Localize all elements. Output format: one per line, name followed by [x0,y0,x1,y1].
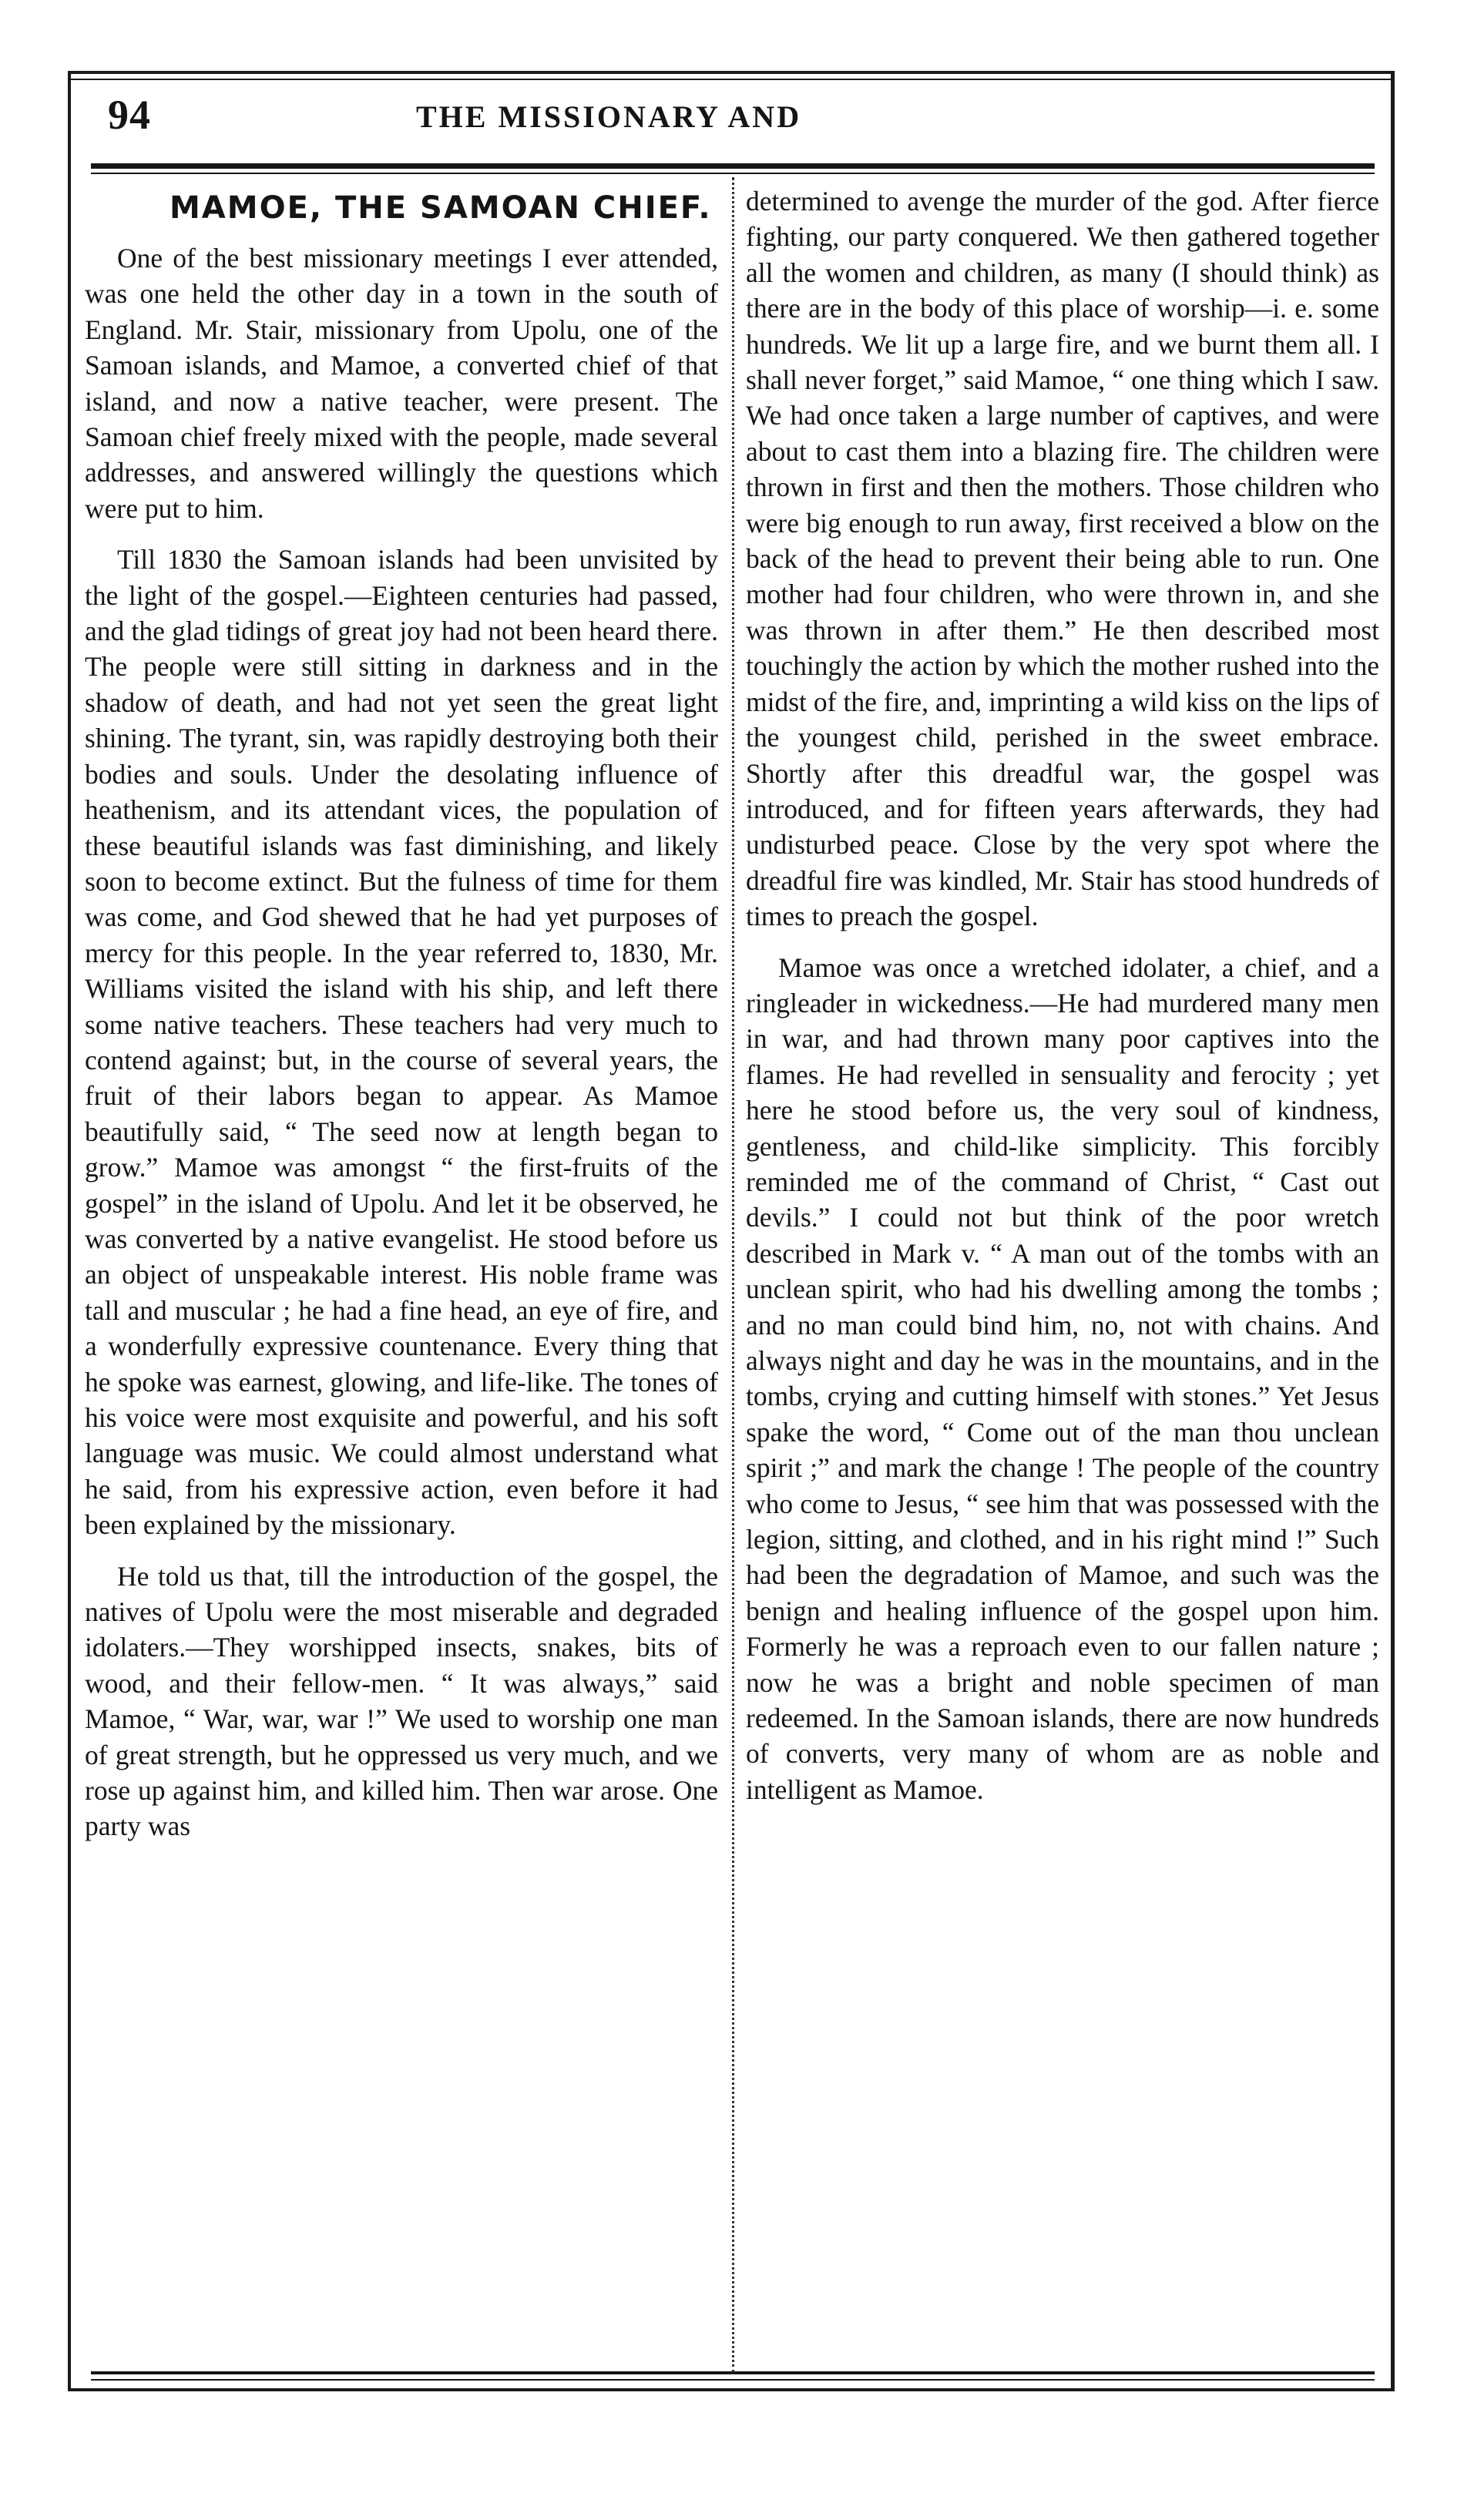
page-border-inner-top [68,79,1395,80]
page-number: 94 [108,92,151,138]
paragraph: Mamoe was once a wretched idolater, a chief, and a ringleader in wickedness.—He had murdered many men in war, and had thrown many poor captives into the flames. He had revelled in sensuality and ferocity ; yet here he stood before us, the very soul of kindness, gentleness, and child-like simplicity. This forcibly reminded me of the command of Christ, “ Cast out devils.” I could not but think of the poor wretch described in Mark v. “ A man out of the tombs with an unclean spirit, who had his dwelling among the tombs ; and no man could bind him, no, not with chains. And always night and day he was in the mountains, and in the tombs, crying and cutting himself with stones.” Yet Jesus spake the word, “ Come out of the man thou unclean spirit ;” and mark the change ! The people of the country who come to Jesus, “ see him that was possessed with the legion, sitting, and clothed, and in his right mind !” Such had been the degradation of Mamoe, and such was the benign and healing influence of the gospel upon him. Formerly he was a reproach even to our fallen nature ; now he was a bright and noble specimen of man redeemed. In the Samoan islands, there are now hundreds of converts, very many of whom are as noble and intelligent as Mamoe. [746,951,1379,1805]
header-rule-thick [91,163,1375,169]
footer-rule-thick [91,2371,1375,2374]
footer-rule-thin [91,2379,1375,2381]
article-title: MAMOE, THE SAMOAN CHIEF. [170,190,712,226]
paragraph: One of the best missionary meetings I ever attended, was one held the other day in a town in the south of England. Mr. Stair, missionary from Upolu, one of the Samoan islands, and Mamoe, a converted chief of that island, and now a native teacher, were present. The Samoan chief freely mixed with the people, made several addresses, and answered willingly the questions which were put to him. [85,243,718,524]
paragraph: Till 1830 the Samoan islands had been unvisited by the light of the gospel.—Eighteen centuries had passed, and the glad tidings of great joy had not been heard there. The people were still sitting in darkness and in the shadow of death, and had not yet seen the great light shining. The tyrant, sin, was rapidly destroying both their bodies and souls. Under the desolating influence of heathenism, and its attendant vices, the population of these beautiful islands was fast diminishing, and likely soon to become extinct. But the fulness of time for them was come, and God shewed that he had yet purposes of mercy for this people. In the year referred to, 1830, Mr. Williams visited the island with his ship, and left there some native teachers. These teachers had very much to contend against; but, in the course of several years, the fruit of their labors began to appear. As Mamoe beautifully said, “ The seed now at length began to grow.” Mamoe was amongst “ the first-fruits of the gospel” in the island of Upolu. And let it be observed, he was converted by a native evangelist. He stood before us an object of unspeakable interest. His noble frame was tall and muscular ; he had a fine head, an eye of fire, and a wonderfully expressive countenance. Every thing that he spoke was earnest, glowing, and life-like. The tones of his voice were most exquisite and powerful, and his soft language was music. We could almost understand what he said, from his expressive action, even before it had been explained by the missionary. [85,544,718,1541]
left-column [85,183,718,1844]
paragraph: He told us that, till the introduction of the gospel, the natives of Upolu were the most miserable and degraded idolaters.—They worshipped insects, snakes, bits of wood, and their fellow-men. “ It was always,” said Mamoe, “ War, war, war !” We used to worship one man of great strength, but he oppressed us very much, and we rose up against him, and killed him. Then war arose. One party was [85,1560,718,1842]
running-head: THE MISSIONARY AND [416,99,802,134]
paragraph: determined to avenge the murder of the god. After fierce fighting, our party conquered. We then gathered together all the women and children, as many (I should think) as there are in the body of this place of worship—i. e. some hundreds. We lit up a large fire, and we burnt them all. I shall never forget,” said Mamoe, “ one thing which I saw. We had once taken a large number of captives, and were about to cast them into a blazing fire. The children were thrown in first and then the mothers. Those children who were big enough to run away, first received a blow on the back of the head to prevent their being able to run. One mother had four children, who were thrown in, and she was thrown in after them.” He then described most touchingly the action by which the mother rushed into the midst of the fire, and, imprinting a wild kiss on the lips of the youngest child, perished in the sweet embrace. Shortly after this dreadful war, the gospel was introduced, and for fifteen years afterwards, they had undisturbed peace. Close by the very spot where the dreadful fire was kindled, Mr. Stair has stood hundreds of times to preach the gospel. [746,186,1379,932]
right-column [746,183,1379,1807]
header-rule-thin [91,173,1375,174]
column-divider [732,177,734,2373]
